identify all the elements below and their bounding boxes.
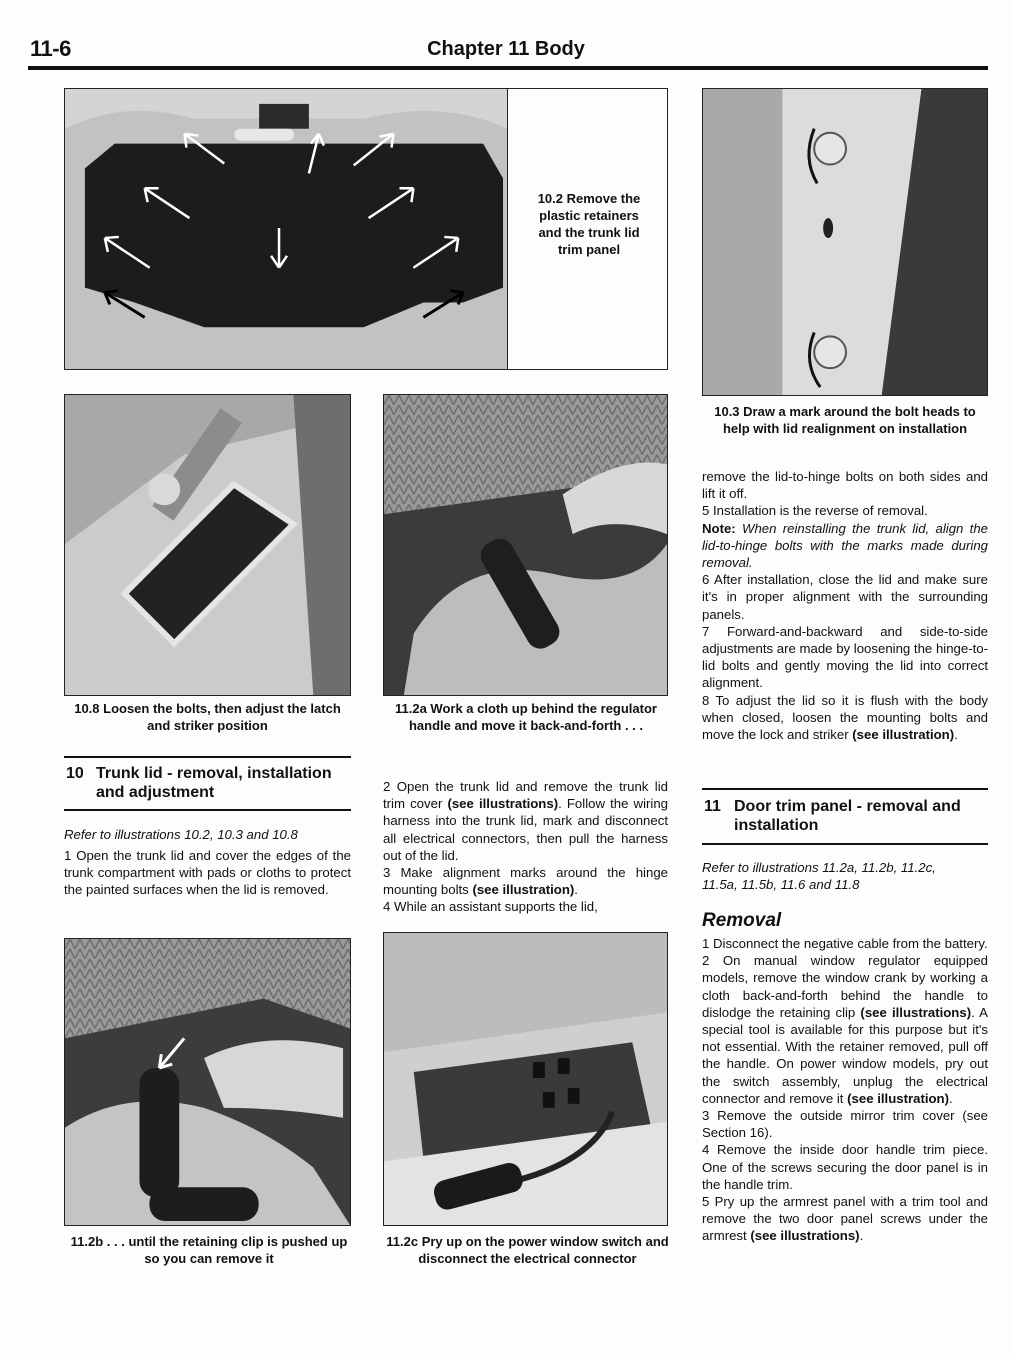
caption-10-3: 10.3 Draw a mark around the bolt heads to help with lid realignment on installation xyxy=(714,404,976,436)
s11-step-5-ref: (see illustrations) xyxy=(750,1228,860,1244)
section-11-top-rule xyxy=(702,788,988,790)
step-6-text: 6 After installation, close the lid and make sure it's in proper alignment with the surrounding panels. xyxy=(702,572,988,622)
s11-step-2-text-cont: . A special tool is available for this purpose but it's not essential. With the retainer removed, pull off the handle. On power window models, pry out the switch assembly, unplug the electrical connector and remove it xyxy=(702,1004,988,1106)
s11-step-2-ref-2: (see illustration) xyxy=(847,1090,949,1106)
removal-subhead: Removal xyxy=(702,910,782,931)
s11-step-3: 3 Remove the outside mirror trim cover (see Section 16). xyxy=(702,1108,988,1141)
note-text: When reinstalling the trunk lid, align the lid-to-hinge bolts with the marks made during removal. xyxy=(702,520,988,571)
caption-11-2a: 11.2a Work a cloth up behind the regulator handle and move it back-and-forth . . . xyxy=(395,701,657,733)
section-10-bottom-rule xyxy=(64,809,351,811)
step-7-text: 7 Forward-and-backward and side-to-side adjustments are made by loosening the hinge-to-lid bolts and gently moving the lid into correct alignment. xyxy=(702,623,988,691)
step-2-ref: (see illustrations) xyxy=(447,796,559,812)
step-2-text: 2 Open the trunk lid and remove the trunk lid trim cover xyxy=(383,779,668,812)
step-3-ref: (see illustration) xyxy=(472,882,575,898)
section-10-step-1: 1 Open the trunk lid and cover the edges of the trunk compartment with pads or cloths to protect the painted surfaces when the lid is removed. xyxy=(64,848,351,898)
step-3-text-end: . xyxy=(574,882,578,898)
chapter-title: Chapter 11 Body xyxy=(427,38,585,60)
s11-step-5-text: 5 Pry up the armrest panel with a trim tool and remove the two door panel screws under the armrest xyxy=(702,1194,988,1244)
caption-11-2c: 11.2c Pry up on the power window switch and disconnect the electrical connector xyxy=(386,1234,669,1266)
s11-step-1: 1 Disconnect the negative cable from the battery. xyxy=(702,936,988,951)
photo-10-2 xyxy=(64,88,508,370)
section-10-steps-2-4 xyxy=(383,778,668,916)
page-number: 11-6 xyxy=(30,36,71,61)
s11-step-4: 4 Remove the inside door handle trim piece. One of the screws securing the door panel is in the handle trim. xyxy=(702,1142,988,1192)
s11-step-2-text: 2 On manual window regulator equipped models, remove the window crank by working a cloth back-and-forth behind the handle to dislodge the retaining clip xyxy=(702,953,988,1020)
s11-step-2-ref: (see illustrations) xyxy=(860,1004,972,1020)
step-8-ref: (see illustration) xyxy=(852,727,955,743)
note-label: Note: xyxy=(702,520,736,536)
photo-10-3 xyxy=(702,88,988,396)
section-11-bottom-rule xyxy=(702,843,988,845)
step-4-cont: remove the lid-to-hinge bolts on both sides and lift it off. xyxy=(702,469,988,502)
s11-step-5-text-end: . xyxy=(859,1228,864,1244)
step-8-text-end: . xyxy=(954,727,958,743)
photo-11-2a xyxy=(383,394,668,696)
step-2-text-cont: . Follow the wiring harness into the trunk lid, mark and disconnect all electrical connectors, then pull the harness out of the lid. xyxy=(383,796,668,863)
section-10-refer: Refer to illustrations 10.2, 10.3 and 10.8 xyxy=(64,827,298,842)
s11-step-2-text-end: . xyxy=(949,1090,953,1106)
section-11-title: Door trim panel - removal and installation xyxy=(734,798,961,834)
section-10-steps-cont xyxy=(702,468,988,743)
caption-11-2b: 11.2b . . . until the retaining clip is pushed up so you can remove it xyxy=(70,1234,348,1266)
photo-11-2b xyxy=(64,938,351,1226)
caption-10-2: 10.2 Remove the plastic retainers and the trunk lid trim panel xyxy=(537,191,641,257)
section-10-title: Trunk lid - removal, installation and adjustment xyxy=(96,765,332,801)
step-3-text: 3 Make alignment marks around the hinge mounting bolts xyxy=(383,865,668,898)
section-11-refer: Refer to illustrations 11.2a, 11.2b, 11.2c, 11.5a, 11.5b, 11.6 and 11.8 xyxy=(702,860,936,892)
step-8-text: 8 To adjust the lid so it is flush with the body when closed, loosen the mounting bolts and move the lock and striker xyxy=(702,692,988,743)
section-11-steps xyxy=(702,935,988,1245)
photo-11-2c xyxy=(383,932,668,1226)
header-rule xyxy=(28,66,988,70)
step-4-text: 4 While an assistant supports the lid, xyxy=(383,899,598,915)
section-11-number: 11 xyxy=(704,798,721,815)
photo-10-8 xyxy=(64,394,351,696)
section-10-number: 10 xyxy=(66,765,84,782)
caption-10-8: 10.8 Loosen the bolts, then adjust the latch and striker position xyxy=(74,701,341,733)
step-5-text: 5 Installation is the reverse of removal. xyxy=(702,503,928,519)
section-10-top-rule xyxy=(64,756,351,758)
